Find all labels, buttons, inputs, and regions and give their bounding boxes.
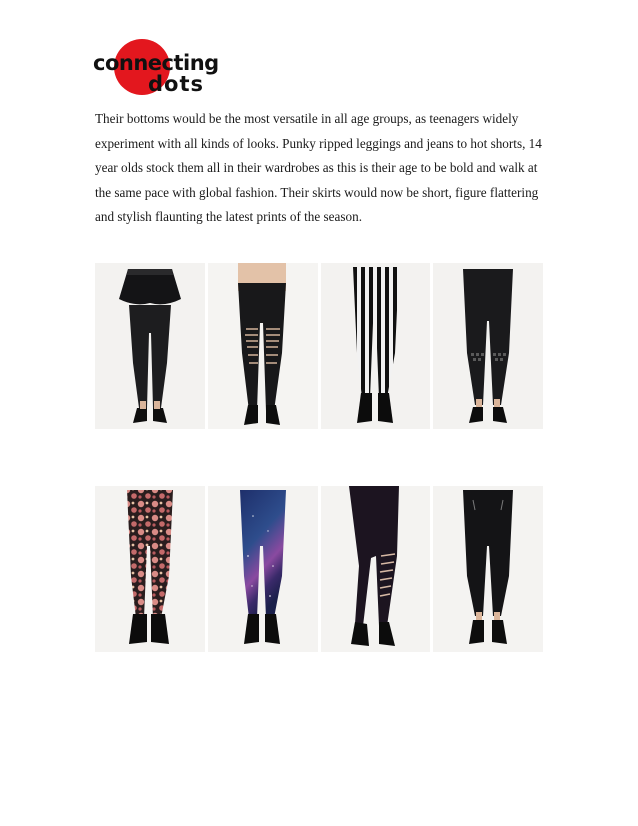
product-image-zip-pants: [433, 486, 543, 652]
product-image-slashed-leggings: [321, 486, 431, 652]
product-image-striped-leggings: [321, 263, 431, 429]
product-row-1: [95, 263, 543, 429]
logo-text-dots: dots: [148, 72, 204, 96]
connecting-dots-logo: [92, 36, 222, 100]
product-image-peplum-leggings: [95, 263, 205, 429]
body-paragraph: Their bottoms would be the most versatile in all age groups, as teenagers widely experiment with all kinds of looks. Punky ripped leggings and jeans to hot shorts, 14 year olds stock them all in their wardrobes as this is their age to be bold and walk at the same pace with global fashion. Their skirts would now be short, figure flattering and stylish flaunting the latest prints of the season.: [95, 111, 542, 225]
logo-text-connecting: connecting: [93, 51, 219, 75]
product-image-floral-leggings: [95, 486, 205, 652]
product-image-knee-detail-leggings: [433, 263, 543, 429]
product-row-2: [95, 486, 543, 652]
product-image-ripped-leggings: [208, 263, 318, 429]
product-image-galaxy-leggings: [208, 486, 318, 652]
